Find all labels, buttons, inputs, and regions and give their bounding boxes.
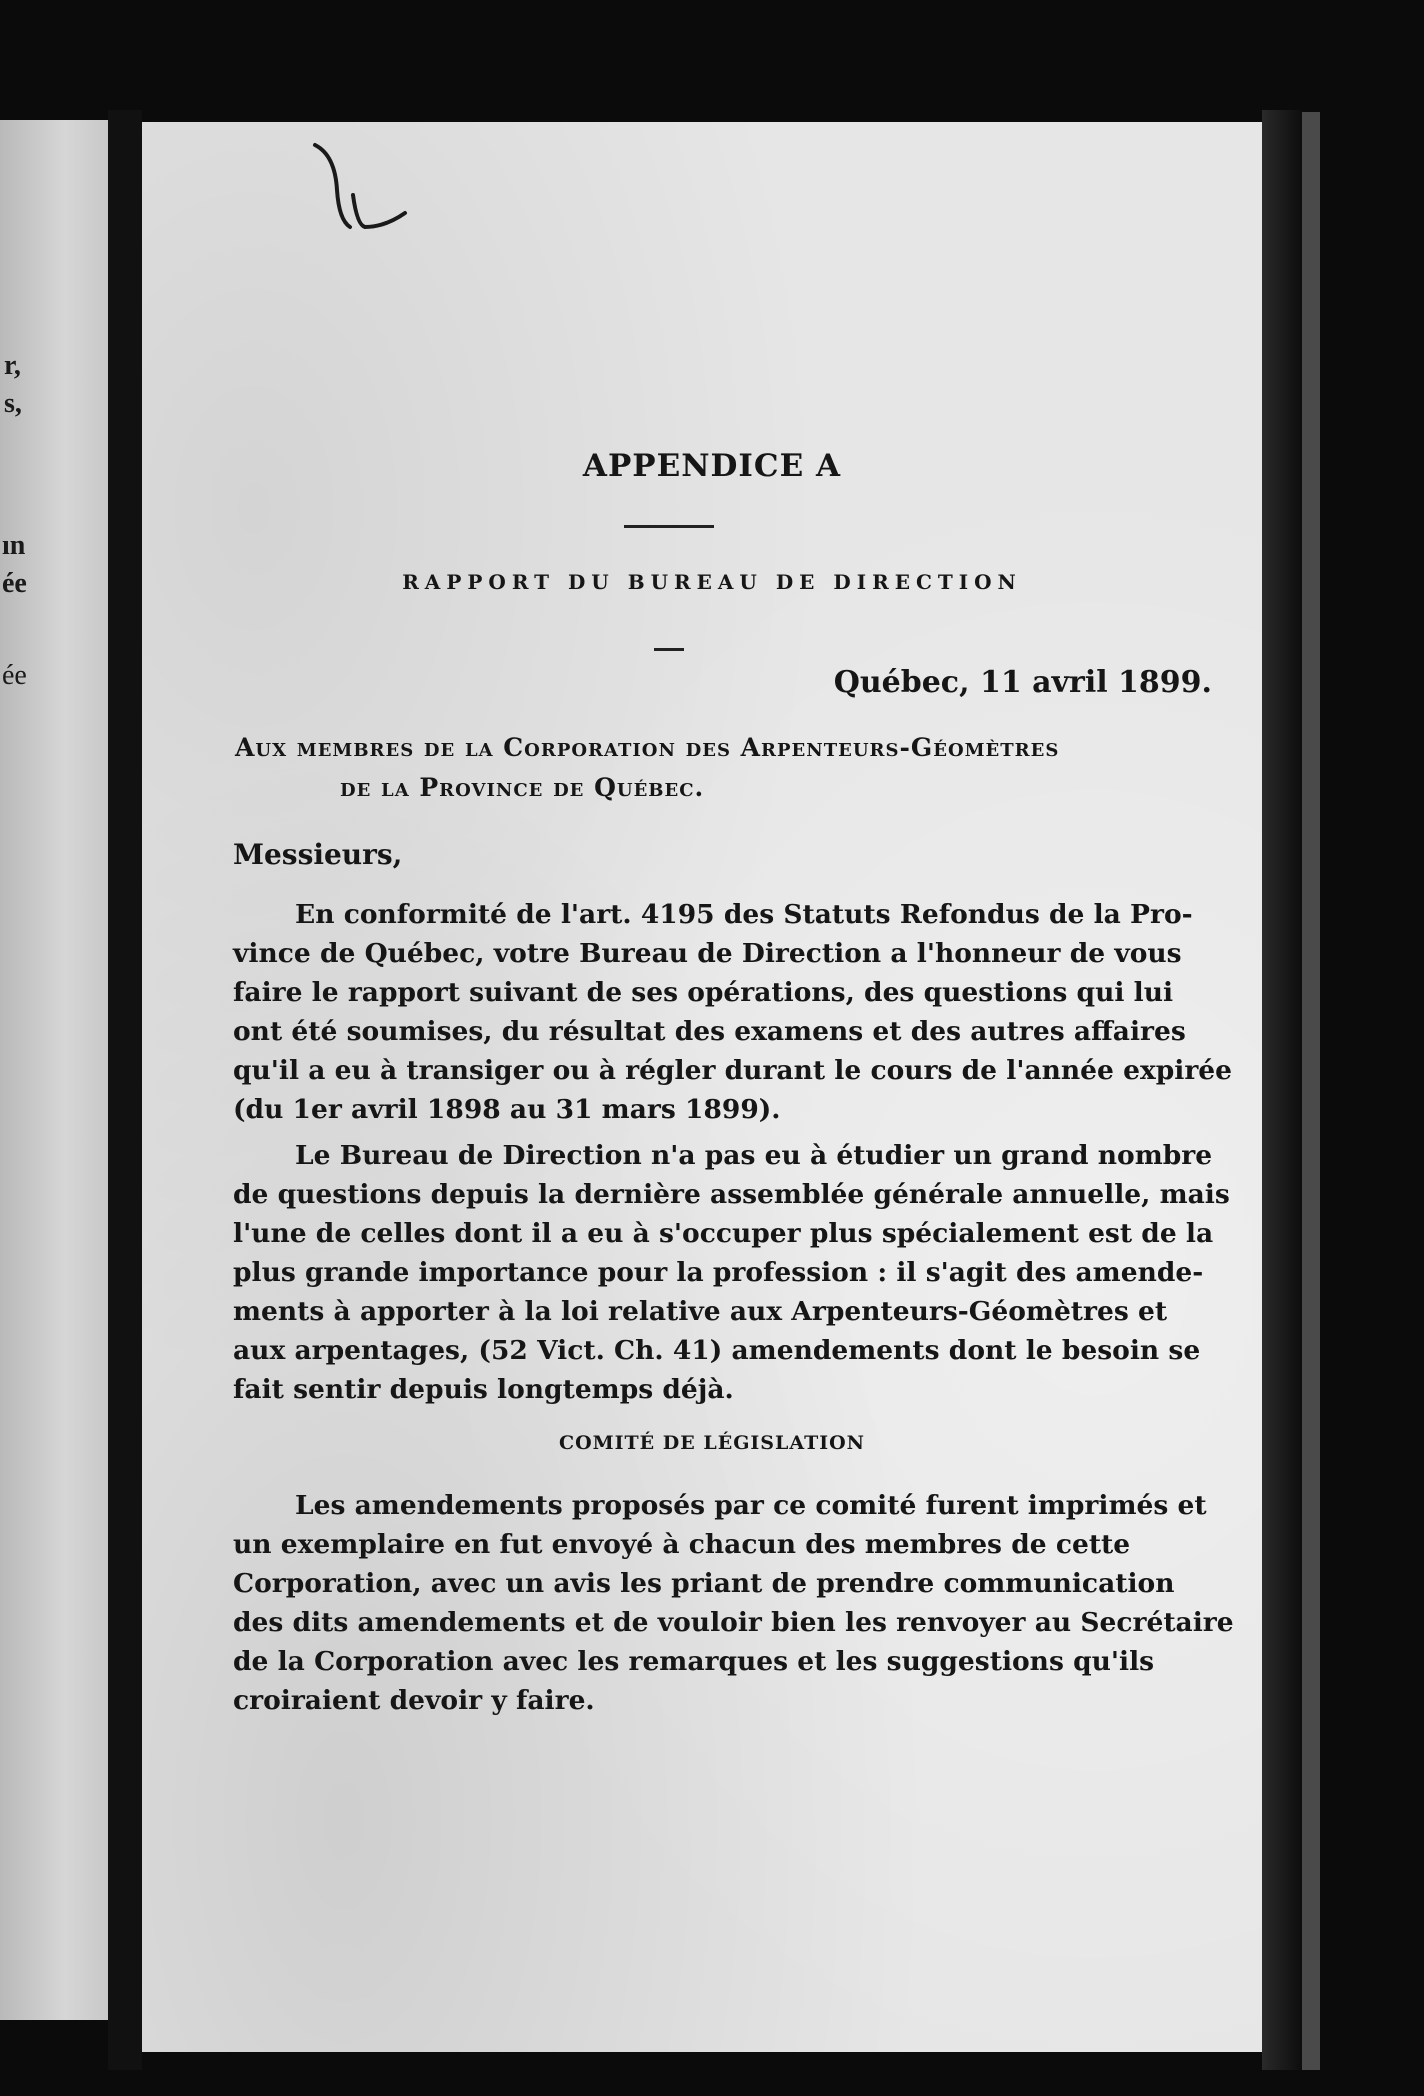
left-page-fragment: ın	[2, 530, 26, 561]
salutation: Messieurs,	[233, 838, 403, 871]
paragraph-line: Les amendements proposés par ce comité furent imprimés et	[295, 1490, 1207, 1521]
paragraph-line: plus grande importance pour la profession : il s'agit des amende-	[233, 1257, 1204, 1288]
paragraph-line: un exemplaire en fut envoyé à chacun des membres de cette	[233, 1529, 1131, 1560]
addressee-line-1: Aux membres de la Corporation des Arpenteurs-Géomètres	[235, 733, 1060, 762]
paragraph-line: ments à apporter à la loi relative aux Arpenteurs-Géomètres et	[233, 1296, 1168, 1327]
left-page-fragment: ée	[2, 568, 27, 599]
paragraph-line: l'une de celles dont il a eu à s'occuper plus spécialement est de la	[233, 1218, 1214, 1249]
book-spine-shadow	[108, 110, 142, 2070]
paragraph-amendments	[233, 1486, 1234, 1720]
paragraph-line: ont été soumises, du résultat des examens et des autres affaires	[233, 1016, 1186, 1047]
paragraph-line: Le Bureau de Direction n'a pas eu à étudier un grand nombre	[295, 1140, 1213, 1171]
addressee-line-2: de la Province de Québec.	[340, 773, 705, 802]
paragraph-line: qu'il a eu à transiger ou à régler durant le cours de l'année expirée	[233, 1055, 1233, 1086]
paragraph-line: de questions depuis la dernière assemblée générale annuelle, mais	[233, 1179, 1230, 1210]
left-page-edge	[0, 120, 108, 2020]
right-page-edge	[1302, 112, 1320, 2070]
paragraph-line: faire le rapport suivant de ses opérations, des questions qui lui	[233, 977, 1174, 1008]
paragraph-line: des dits amendements et de vouloir bien les renvoyer au Secrétaire	[233, 1607, 1234, 1638]
paragraph-line: (du 1er avril 1898 au 31 mars 1899).	[233, 1094, 781, 1125]
handwritten-mark-icon	[305, 135, 425, 245]
paragraph-line: croiraient devoir y faire.	[233, 1685, 595, 1716]
committee-heading: COMITÉ DE LÉGISLATION	[558, 1432, 866, 1454]
paragraph-line: En conformité de l'art. 4195 des Statuts Refondus de la Pro-	[295, 899, 1193, 930]
paragraph-conformity	[233, 895, 1233, 1129]
heading-rule	[654, 648, 684, 651]
paragraph-line: de la Corporation avec les remarques et les suggestions qu'ils	[233, 1646, 1155, 1677]
left-page-fragment: s,	[4, 388, 22, 419]
left-page-fragment: ée	[2, 660, 27, 691]
report-heading: RAPPORT DU BUREAU DE DIRECTION	[402, 570, 1022, 594]
paragraph-line: vince de Québec, votre Bureau de Direction a l'honneur de vous	[233, 938, 1182, 969]
paragraph-line: Corporation, avec un avis les priant de prendre communication	[233, 1568, 1175, 1599]
paragraph-line: aux arpentages, (52 Vict. Ch. 41) amendements dont le besoin se	[233, 1335, 1201, 1366]
paragraph-bureau	[233, 1136, 1230, 1409]
date-line: Québec, 11 avril 1899.	[833, 665, 1212, 700]
right-page-shadow	[1262, 110, 1302, 2070]
paragraph-line: fait sentir depuis longtemps déjà.	[233, 1374, 734, 1405]
title-rule	[624, 525, 714, 528]
appendix-title: APPENDICE A	[582, 448, 842, 484]
left-page-fragment: r,	[4, 350, 21, 381]
